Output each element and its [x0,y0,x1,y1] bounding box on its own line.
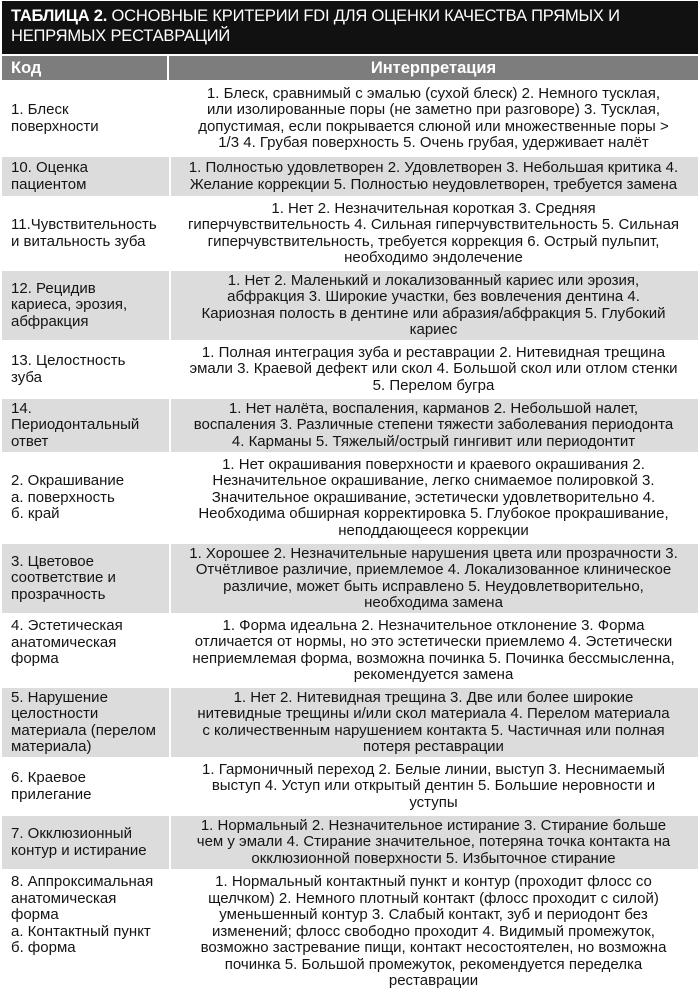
row-code-text: 1. Блеск поверхности [11,101,99,135]
row-code-text: 11.Чувствительность и витальность зуба [11,216,157,250]
table-row [2,872,698,992]
row-code-text: 13. Целостность зуба [11,352,126,386]
row-code [2,760,169,813]
row-interpretation [169,455,698,541]
fdi-table [2,1,698,992]
row-code [2,688,169,757]
table-row [2,157,698,196]
table-row [2,816,698,869]
row-interpretation [169,544,698,613]
table-row [2,199,698,268]
row-interpretation [169,760,698,813]
header-code: Код [11,59,42,77]
table-row [2,760,698,813]
row-interpretation [169,199,698,268]
row-code-text: 6. Краевое прилегание [11,769,92,803]
table-title-number: ТАБЛИЦА 2. [11,7,108,25]
row-interpretation-text: 1. Нормальный контактный пункт и контур (проходит флосс со щелчком) 2. Немного плотный контакт (флосс проходит с силой) уменьшенный контур 3. Слабый контакт, зуб и периодонт без изменений; флосс свободно проходит 4. Видимый промежуток, возможно застревание пищи, контакт несостоятелен, но возможна починка 5. Большой промежуток, рекомендуется переделка реставрации [200,873,667,990]
table-row [2,399,698,452]
row-interpretation-text: 1. Нет 2. Незначительная короткая 3. Средняя гиперчувствительность 4. Сильная гиперчувствительность 5. Сильная гиперчувствительность, требуется коррекция 6. Острый пульпит, необходимо эндолечение [187,199,680,266]
row-interpretation [169,399,698,452]
row-interpretation-text: 1. Нет 2. Маленький и локализованный кариес или эрозия, абфракция 3. Широкие участки, без вовлечения дентина 4. Кариозная полость в дентине или абразия/абфракция 5. Глубокий кариес [201,271,666,338]
row-code-text: 2. Окрашивание а. поверхность б. край [11,472,125,523]
row-interpretation-text: 1. Хорошее 2. Незначительные нарушения цвета или прозрачности 3. Отчётливое различие, приемлемое 4. Локализованное клиническое различие, может быть исправлено 5. Неудовлетворительно, необходима замена [189,544,678,611]
table-row [2,616,698,685]
row-code-text: 14. Периодонтальный ответ [11,399,140,450]
row-code [2,872,169,992]
row-code-text: 5. Нарушение целостности материала (перелом материала) [11,688,156,755]
row-code-text: 3. Цветовое соответствие и прозрачность [11,552,116,603]
row-code [2,83,169,154]
table-row [2,688,698,757]
header-interpretation: Интерпретация [167,56,698,80]
row-code [2,343,169,396]
row-interpretation-text: 1. Форма идеальна 2. Незначительное отклонение 3. Форма отличается от нормы, но это эстетически приемлемо 4. Эстетически неприемлемая форма, возможна починка 5. Починка бессмысленна, рекомендуется замена [192,616,675,683]
row-code [2,271,169,340]
row-interpretation-text: 1. Полностью удовлетворен 2. Удовлетворен 3. Небольшая критика 4. Желание коррекции 5. Полностью неудовлетворен, требуется замена [188,159,679,193]
row-code-text: 8. Аппроксимальная анатомическая форма а. Контактный пункт б. форма [11,873,154,956]
row-interpretation [169,343,698,396]
row-code [2,199,169,268]
row-interpretation-text: 1. Нет 2. Нитевидная трещина 3. Две или более широкие нитевидные трещины и/или скол материала 4. Перелом материала с количественным нарушением контакта 5. Частичная или полная потеря реставрации [197,688,670,755]
table-title-text: ОСНОВНЫЕ КРИТЕРИИ FDI ДЛЯ ОЦЕНКИ КАЧЕСТВА ПРЯМЫХ И НЕПРЯМЫХ РЕСТАВРАЦИЙ [11,7,620,45]
row-interpretation [169,157,698,196]
row-interpretation-text: 1. Полная интеграция зуба и реставрации 2. Нитевидная трещина эмали 3. Краевой дефект или скол 4. Большой скол или отлом стенки 5. Перелом бугра [189,343,678,394]
row-code [2,816,169,869]
row-interpretation-text: 1. Нет окрашивания поверхности и краевого окрашивания 2. Незначительное окрашивание, легко снимаемое полировкой 3. Значительное окрашивание, эстетически удовлетворительно 4. Необходима обширная корректировка 5. Глубокое прокрашивание, неподдающееся коррекции [198,455,669,539]
table-row [2,343,698,396]
row-code-text: 12. Рецидив кариеса, эрозия, абфракция [11,279,128,330]
row-interpretation [169,271,698,340]
row-interpretation [169,83,698,154]
table-row [2,271,698,340]
row-interpretation [169,688,698,757]
row-code-text: 10. Оценка пациентом [11,159,88,193]
row-code-text: 7. Окклюзионный контур и истирание [11,825,147,859]
row-code-text: 4. Эстетическая анатомическая форма [11,617,123,667]
table-row [2,544,698,613]
table-row [2,83,698,154]
row-interpretation-text: 1. Блеск, сравнимый с эмалью (сухой блеск) 2. Немного тусклая, или изолированные поры (не заметно при разговоре) 3. Тусклая, допустимая, если покрывается слюной или множественные поры > 1/3 4. Грубая поверхность 5. Очень грубая, удерживает налёт [198,84,669,151]
table-title [2,1,698,54]
row-interpretation-text: 1. Нормальный 2. Незначительное истирание 3. Стирание больше чем у эмали 4. Стирание значительное, потеряна точка контакта на окклюзионной поверхности 5. Избыточное стирание [196,816,671,867]
row-code [2,455,169,541]
row-code [2,157,169,196]
row-interpretation [169,616,698,685]
row-interpretation [169,816,698,869]
table-row [2,455,698,541]
row-interpretation-text: 1. Гармоничный переход 2. Белые линии, выступ 3. Неснимаемый выступ 4. Уступ или открытый дентин 5. Большие неровности и уступы [202,760,665,811]
table-header [2,56,698,80]
row-code [2,544,169,613]
row-interpretation-text: 1. Нет налёта, воспаления, карманов 2. Небольшой налет, воспаления 3. Различные степени тяжести заболевания периодонта 4. Карманы 5. Тяжелый/острый гингивит или периодонтит [193,399,674,450]
row-code [2,399,169,452]
row-interpretation [169,872,698,992]
row-code [2,616,169,685]
